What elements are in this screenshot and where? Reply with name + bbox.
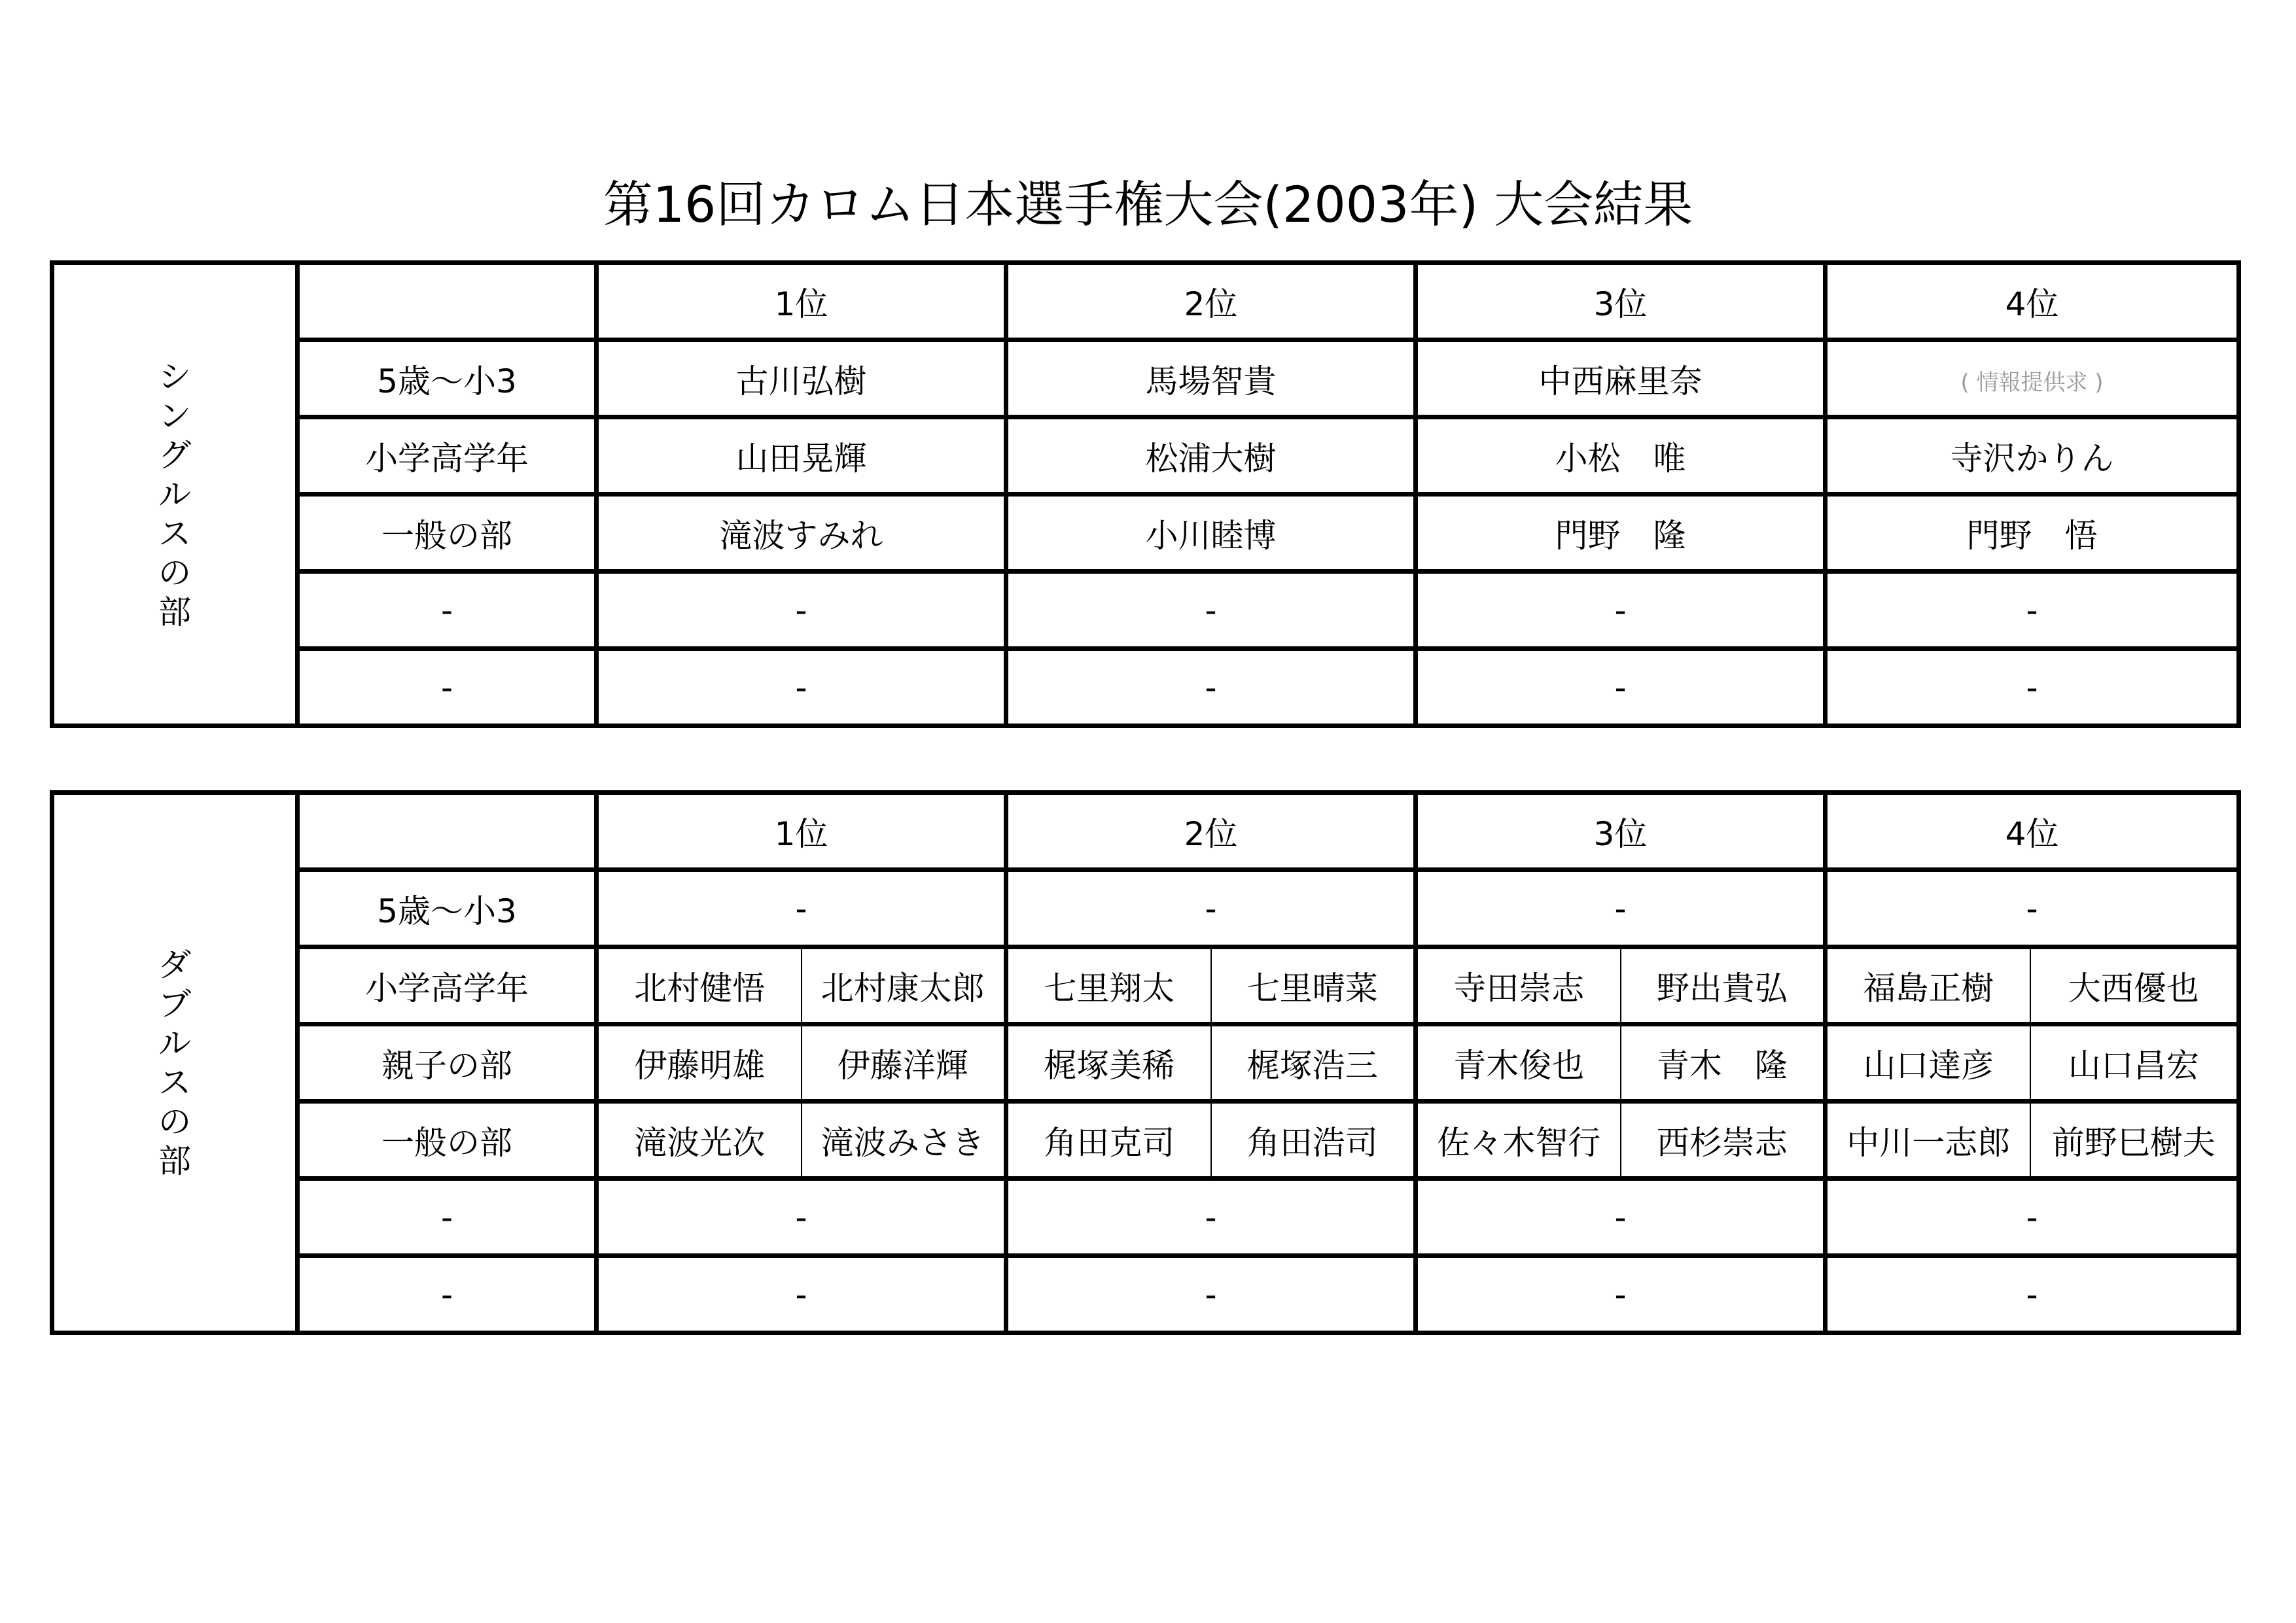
rank-header-1: 1位 <box>597 793 1006 870</box>
category-cell: - <box>298 649 597 726</box>
table-row <box>52 649 2239 726</box>
pair-player-cell: 中川一志郎 <box>1826 1102 2030 1179</box>
result-cell: - <box>1416 1256 1826 1333</box>
result-cell: 古川弘樹 <box>597 340 1006 417</box>
vertical-char: 部 <box>158 1142 191 1180</box>
result-cell: - <box>1826 870 2239 947</box>
table-row <box>52 947 2239 1024</box>
rank-header-1: 1位 <box>597 263 1006 340</box>
table-row <box>52 340 2239 417</box>
pair-player-cell: 伊藤明雄 <box>597 1024 802 1102</box>
vertical-char: ル <box>158 1024 191 1062</box>
vertical-char: シ <box>158 357 191 396</box>
result-cell: 小松 唯 <box>1416 417 1826 495</box>
header-blank-cell <box>298 793 597 870</box>
category-cell: - <box>298 1256 597 1333</box>
vertical-char: の <box>158 1102 191 1141</box>
header-row <box>52 263 2239 340</box>
pair-player-cell: 佐々木智行 <box>1416 1102 1621 1179</box>
rank-header-2: 2位 <box>1006 793 1416 870</box>
header-blank-cell <box>298 263 597 340</box>
pair-player-cell: 青木俊也 <box>1416 1024 1621 1102</box>
doubles-section-vertical-text <box>158 945 191 1181</box>
pair-player-cell: 前野巳樹夫 <box>2030 1102 2239 1179</box>
category-cell: 親子の部 <box>298 1024 597 1102</box>
pair-player-cell: 滝波光次 <box>597 1102 802 1179</box>
singles-section-label <box>52 263 298 726</box>
header-row <box>52 793 2239 870</box>
result-cell: - <box>1416 870 1826 947</box>
result-cell: 松浦大樹 <box>1006 417 1416 495</box>
pair-player-cell: 七里翔太 <box>1006 947 1211 1024</box>
result-cell: - <box>1826 649 2239 726</box>
table-row <box>52 1024 2239 1102</box>
result-cell: - <box>1826 572 2239 649</box>
category-cell: 5歳〜小3 <box>298 340 597 417</box>
rank-header-3: 3位 <box>1416 793 1826 870</box>
pair-player-cell: 七里晴菜 <box>1211 947 1416 1024</box>
pair-player-cell: 福島正樹 <box>1826 947 2030 1024</box>
result-cell: - <box>597 572 1006 649</box>
result-cell: 門野 隆 <box>1416 495 1826 572</box>
vertical-char: ン <box>158 396 191 435</box>
vertical-char: ダ <box>158 945 191 984</box>
result-cell: - <box>1416 1179 1826 1256</box>
result-cell: 山田晃輝 <box>597 417 1006 495</box>
rank-header-2: 2位 <box>1006 263 1416 340</box>
pair-player-cell: 北村康太郎 <box>802 947 1006 1024</box>
result-cell: 滝波すみれ <box>597 495 1006 572</box>
pair-player-cell: 伊藤洋輝 <box>802 1024 1006 1102</box>
category-cell: - <box>298 1179 597 1256</box>
pair-player-cell: 青木 隆 <box>1621 1024 1826 1102</box>
result-cell: - <box>1006 1256 1416 1333</box>
pair-player-cell: 梶塚浩三 <box>1211 1024 1416 1102</box>
pair-player-cell: 滝波みさき <box>802 1102 1006 1179</box>
result-cell: - <box>1006 649 1416 726</box>
vertical-char: グ <box>158 436 191 474</box>
pair-player-cell: 寺田崇志 <box>1416 947 1621 1024</box>
category-cell: 小学高学年 <box>298 947 597 1024</box>
pair-player-cell: 梶塚美稀 <box>1006 1024 1211 1102</box>
page-title: 第16回カロム日本選手権大会(2003年) 大会結果 <box>603 175 1693 234</box>
category-cell: 一般の部 <box>298 1102 597 1179</box>
info-requested-text: ( 情報提供求 ) <box>1960 369 2104 396</box>
table-row <box>52 1256 2239 1333</box>
table-row <box>52 495 2239 572</box>
singles-results-table <box>50 260 2241 728</box>
pair-player-cell: 西杉崇志 <box>1621 1102 1826 1179</box>
result-cell: - <box>597 1256 1006 1333</box>
rank-header-4: 4位 <box>1826 263 2239 340</box>
vertical-char: 部 <box>158 593 191 631</box>
rank-header-4: 4位 <box>1826 793 2239 870</box>
result-cell: 門野 悟 <box>1826 495 2239 572</box>
result-cell: 中西麻里奈 <box>1416 340 1826 417</box>
pair-player-cell: 角田浩司 <box>1211 1102 1416 1179</box>
table-row <box>52 572 2239 649</box>
result-cell: - <box>597 870 1006 947</box>
category-cell: 小学高学年 <box>298 417 597 495</box>
category-cell: - <box>298 572 597 649</box>
pair-player-cell: 角田克司 <box>1006 1102 1211 1179</box>
pair-player-cell: 北村健悟 <box>597 947 802 1024</box>
result-cell: 馬場智貴 <box>1006 340 1416 417</box>
table-row <box>52 417 2239 495</box>
vertical-char: ル <box>158 475 191 514</box>
result-cell: - <box>1416 572 1826 649</box>
table-row <box>52 870 2239 947</box>
vertical-char: ス <box>158 514 191 553</box>
singles-section-vertical-text <box>158 357 191 632</box>
table-row <box>52 1102 2239 1179</box>
result-cell: - <box>1006 870 1416 947</box>
result-cell: - <box>1826 1179 2239 1256</box>
pair-player-cell: 野出貴弘 <box>1621 947 1826 1024</box>
vertical-char: の <box>158 553 191 592</box>
table-row <box>52 1179 2239 1256</box>
vertical-char: ブ <box>158 985 191 1023</box>
result-cell: - <box>1416 649 1826 726</box>
doubles-section-label <box>52 793 298 1333</box>
info-requested-cell <box>1826 340 2239 417</box>
result-cell: - <box>597 649 1006 726</box>
doubles-results-table <box>50 790 2241 1335</box>
pair-player-cell: 大西優也 <box>2030 947 2239 1024</box>
vertical-char: ス <box>158 1063 191 1102</box>
pair-player-cell: 山口達彦 <box>1826 1024 2030 1102</box>
result-cell: - <box>597 1179 1006 1256</box>
result-cell: 小川睦博 <box>1006 495 1416 572</box>
result-cell: 寺沢かりん <box>1826 417 2239 495</box>
category-cell: 一般の部 <box>298 495 597 572</box>
result-cell: - <box>1006 572 1416 649</box>
result-cell: - <box>1826 1256 2239 1333</box>
pair-player-cell: 山口昌宏 <box>2030 1024 2239 1102</box>
result-cell: - <box>1006 1179 1416 1256</box>
category-cell: 5歳〜小3 <box>298 870 597 947</box>
rank-header-3: 3位 <box>1416 263 1826 340</box>
